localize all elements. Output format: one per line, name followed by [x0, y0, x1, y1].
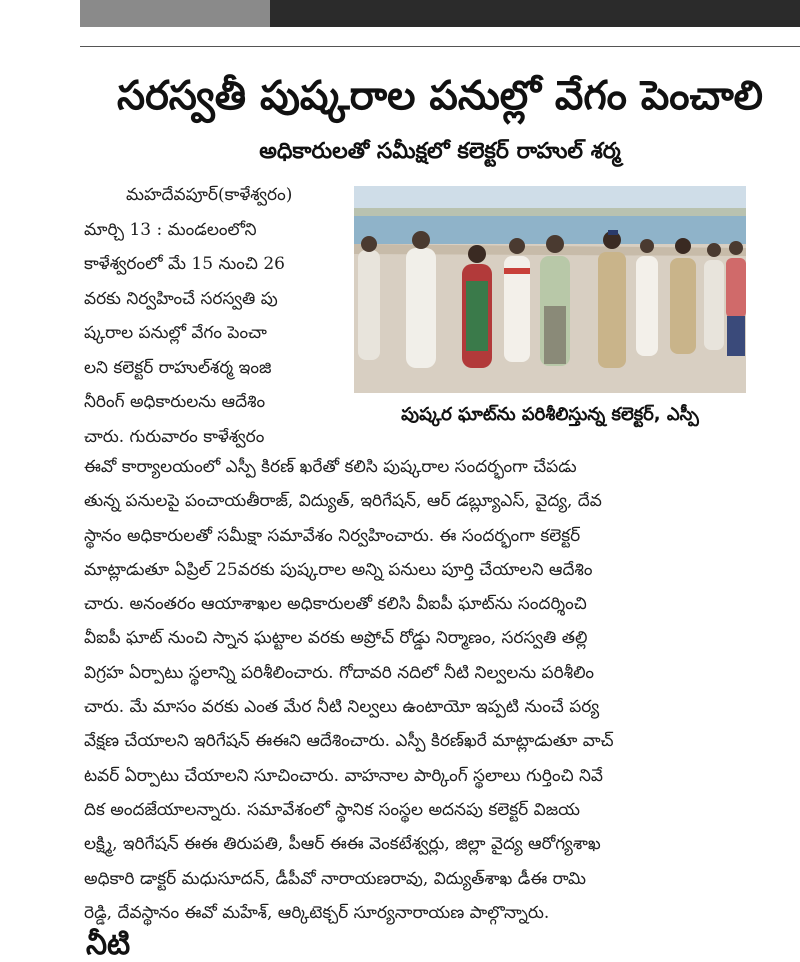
body-line: తున్న పనులపై పంచాయతీరాజ్, విద్యుత్, ఇరిగేషన్, ఆర్ డబ్ల్యూఎస్, వైద్య, దేవ — [84, 491, 602, 512]
body-line: విగ్రహ ఏర్పాటు స్థలాన్ని పరిశీలించారు. గోదావరి నదిలో నీటి నిల్వలను పరిశీలిం — [84, 662, 595, 683]
body-line: టవర్ ఏర్పాటు చేయాలని సూచించారు. వాహనాల పార్కింగ్ స్థలాలు గుర్తించి నివే — [84, 765, 604, 786]
article-headline: సరస్వతీ పుష్కరాల పనుల్లో వేగం పెంచాలి — [116, 73, 764, 119]
body-line: మాట్లాడుతూ ఏప్రిల్ 25వరకు పుష్కరాల అన్ని పనులు పూర్తి చేయాలని ఆదేశిం — [84, 559, 593, 580]
column-line: లని కలెక్టర్ రాహుల్‌శర్మ ఇంజి — [84, 357, 272, 378]
body-line: చారు. మే మాసం వరకు ఎంత మేర నీటి నిల్వలు ఉంటాయో ఇప్పటి నుంచే పర్య — [84, 697, 600, 718]
body-line: స్థానం అధికారులతో సమీక్షా సమావేశం నిర్వహించారు. ఈ సందర్భంగా కలెక్టర్ — [84, 525, 581, 546]
next-article-headline-cropped — [80, 927, 800, 962]
body-line: రెడ్డి, దేవస్థానం ఈవో మహేశ్, ఆర్కిటెక్చర్ సూర్యనారాయణ పాల్గొన్నారు. — [84, 902, 550, 923]
body-line: చారు. అనంతరం ఆయాశాఖల అధికారులతో కలిసి వీఐపీ ఘాట్‌ను సందర్శించి — [84, 594, 587, 615]
divider-line — [80, 46, 800, 47]
body-line: లక్ష్మి, ఇరిగేషన్ ఈఈ తిరుపతి, పీఆర్ ఈఈ వెంకటేశ్వర్లు, జిల్లా వైద్య ఆరోగ్యశాఖ — [84, 834, 601, 855]
column-line: ష్కరాల పనుల్లో వేగం పెంచా — [84, 323, 267, 343]
column-line: వరకు నిర్వహించే సరస్వతి పు — [84, 288, 278, 309]
article-body — [84, 450, 784, 930]
body-line: దిక అందజేయాలన్నారు. సమావేశంలో స్థానిక సంస్థల అదనపు కలెక్టర్ విజయ — [84, 799, 581, 820]
body-line: వీఐపీ ఘాట్ నుంచి స్నాన ఘట్టాల వరకు అప్రోచ్ రోడ్డు నిర్మాణం, సరస్వతి తల్లి — [84, 628, 588, 649]
article-photo — [354, 186, 746, 393]
top-banner-bar — [80, 0, 800, 27]
article-intro-column — [84, 178, 340, 454]
photo-caption: పుష్కర ఘాట్‌ను పరిశీలిస్తున్న కలెక్టర్, ఎస్పీ — [401, 404, 699, 425]
next-article-headline: నీటి — [86, 927, 131, 962]
column-line: మార్చి 13 : మండలంలోని — [84, 219, 257, 240]
body-line: ఈవో కార్యాలయంలో ఎస్పీ కిరణ్ ఖరేతో కలిసి పుష్కరాల సందర్భంగా చేపడు — [84, 457, 577, 477]
top-banner-bar-left — [80, 0, 270, 27]
body-line: వేక్షణ చేయాలని ఇరిగేషన్ ఈఈని ఆదేశించారు. ఎస్పీ కిరణ్‌ఖరే మాట్లాడుతూ వాచ్ — [84, 731, 614, 752]
article-subheadline: అధికారులతో సమీక్షలో కలెక్టర్ రాహుల్ శర్మ — [259, 139, 621, 164]
column-line: నీరింగ్ అధికారులను ఆదేశిం — [84, 392, 266, 412]
photo-officials-inspecting-ghat — [354, 186, 746, 393]
column-line: చారు. గురువారం కాళేశ్వరం — [84, 426, 265, 447]
column-line: కాళేశ్వరంలో మే 15 నుంచి 26 — [84, 254, 285, 274]
column-line: మహదేవపూర్(కాళేశ్వరం) — [126, 185, 293, 205]
body-line: అధికారి డాక్టర్ మధుసూదన్, డీపీవో నారాయణరావు, విద్యుత్‌శాఖ డీఈ రామి — [84, 868, 587, 889]
